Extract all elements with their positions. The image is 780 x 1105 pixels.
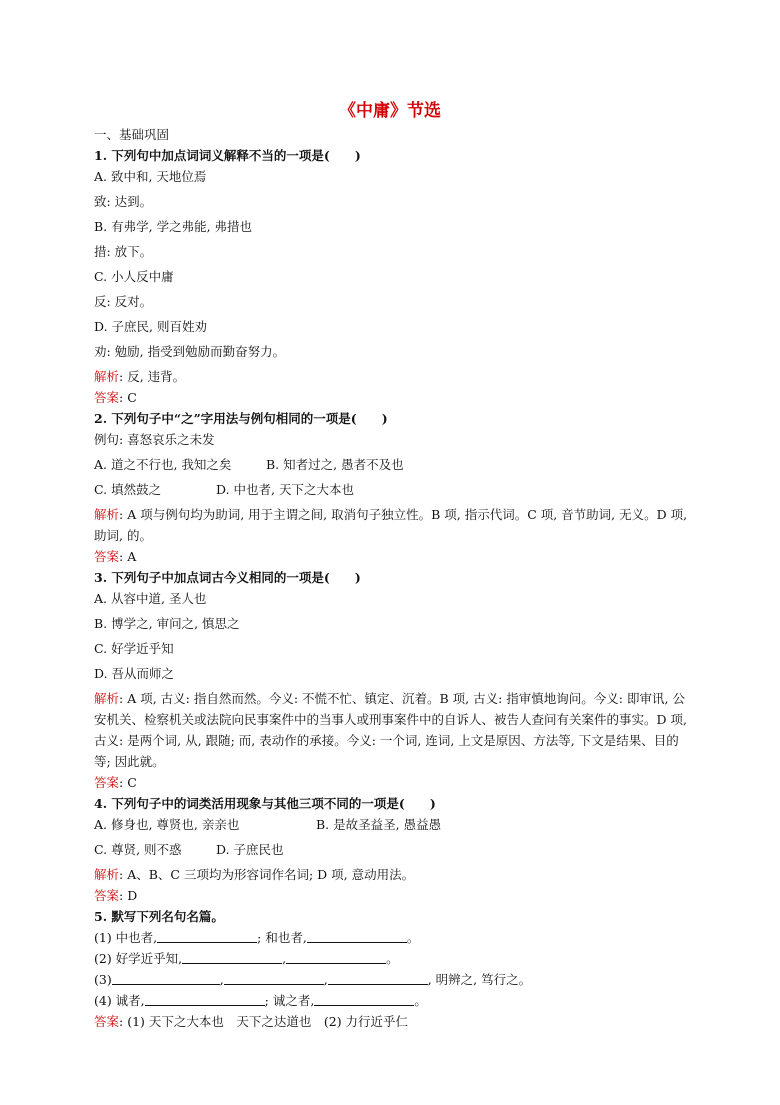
q1-option-b-note: 措: 放下。 — [94, 244, 153, 259]
analysis-text: : 反, 违背。 — [119, 369, 186, 384]
q1-analysis — [94, 366, 694, 387]
q5-l3-text-c: , — [323, 972, 328, 987]
answer-text: : (1) 天下之大本也 天下之达道也 (2) 力行近乎仁 — [119, 1014, 409, 1029]
q2-option-a: A. 道之不行也, 我知之矣 — [94, 457, 232, 472]
q2-option-c: C. 填然鼓之 — [94, 482, 162, 497]
q1-stem: 1. 下列句中加点词词义解释不当的一项是( ) — [94, 148, 361, 163]
q5-l2-text-c: 。 — [386, 951, 399, 966]
q5-stem: 5. 默写下列名句名篇。 — [94, 909, 224, 924]
q1-option-c: C. 小人反中庸 — [94, 269, 174, 284]
section-heading: 一、基础巩固 — [94, 127, 170, 142]
q2-answer — [94, 546, 694, 567]
q5-l4-text-b: ; 诚之者, — [264, 993, 315, 1008]
q4-options-cd — [94, 839, 694, 860]
analysis-label: 解析 — [94, 369, 120, 384]
answer-label: 答案 — [94, 549, 120, 564]
q4-option-c: C. 尊贤, 则不惑 — [94, 842, 182, 857]
q2-options-cd — [94, 479, 694, 500]
q4-analysis — [94, 864, 694, 885]
answer-text: : C — [119, 390, 137, 405]
fill-blank[interactable] — [145, 992, 265, 1006]
fill-blank[interactable] — [307, 929, 407, 943]
fill-blank[interactable] — [112, 971, 220, 985]
q2-stem: 2. 下列句子中“之”字用法与例句相同的一项是( ) — [94, 411, 388, 426]
page-title: 《中庸》节选 — [339, 101, 441, 121]
analysis-label: 解析 — [94, 507, 120, 522]
q1-option-a: A. 致中和, 天地位焉 — [94, 169, 207, 184]
answer-text: : A — [119, 549, 137, 564]
q3-analysis — [94, 688, 694, 772]
q5-line-3 — [94, 969, 694, 990]
q4-option-a: A. 修身也, 尊贤也, 亲亲也 — [94, 817, 240, 832]
q4-answer — [94, 885, 694, 906]
q1-option-b: B. 有弗学, 学之弗能, 弗措也 — [94, 219, 253, 234]
q2-option-b: B. 知者过之, 愚者不及也 — [266, 457, 404, 472]
answer-label: 答案 — [94, 888, 120, 903]
fill-blank[interactable] — [157, 929, 257, 943]
q5-l3-text-b: , — [219, 972, 224, 987]
q5-l1-text-a: (1) 中也者, — [94, 930, 158, 945]
fill-blank[interactable] — [224, 971, 324, 985]
q1-option-c-note: 反: 反对。 — [94, 294, 153, 309]
document-body — [94, 124, 694, 1032]
q5-l2-text-a: (2) 好学近乎知, — [94, 951, 183, 966]
q1-answer — [94, 387, 694, 408]
answer-text: : D — [119, 888, 138, 903]
q5-l1-text-b: ; 和也者, — [257, 930, 307, 945]
q5-line-2 — [94, 948, 694, 969]
q4-option-d: D. 子庶民也 — [216, 842, 284, 857]
q2-options-ab — [94, 454, 694, 475]
q1-option-a-note: 致: 达到。 — [94, 194, 153, 209]
q3-option-b: B. 博学之, 审问之, 慎思之 — [94, 616, 240, 631]
q5-answer — [94, 1011, 694, 1032]
answer-label: 答案 — [94, 390, 120, 405]
q4-stem: 4. 下列句子中的词类活用现象与其他三项不同的一项是( ) — [94, 796, 436, 811]
fill-blank[interactable] — [286, 950, 386, 964]
answer-label: 答案 — [94, 1014, 120, 1029]
q5-line-4 — [94, 990, 694, 1011]
answer-text: : C — [119, 775, 137, 790]
analysis-text: : A 项与例句均为助词, 用于主谓之间, 取消句子独立性。B 项, 指示代词。C 项, 音节助词, 无义。D 项, 助词, 的。 — [94, 507, 688, 543]
fill-blank[interactable] — [182, 950, 282, 964]
answer-label: 答案 — [94, 775, 120, 790]
fill-blank[interactable] — [328, 971, 428, 985]
q3-option-c: C. 好学近乎知 — [94, 641, 174, 656]
q1-option-d-note: 劝: 勉励, 指受到勉励而勤奋努力。 — [94, 344, 286, 359]
fill-blank[interactable] — [314, 992, 414, 1006]
q3-option-a: A. 从容中道, 圣人也 — [94, 591, 207, 606]
q3-stem: 3. 下列句子中加点词古今义相同的一项是( ) — [94, 570, 361, 585]
q3-option-d: D. 吾从而师之 — [94, 666, 175, 681]
q5-l4-text-c: 。 — [414, 993, 427, 1008]
analysis-label: 解析 — [94, 867, 120, 882]
q5-line-1 — [94, 927, 694, 948]
q5-l3-text-a: (3) — [94, 972, 112, 987]
q4-option-b: B. 是故圣益圣, 愚益愚 — [316, 817, 442, 832]
q5-l3-text-d: , 明辨之, 笃行之。 — [427, 972, 532, 987]
q2-analysis — [94, 504, 694, 546]
q2-option-d: D. 中也者, 天下之大本也 — [216, 482, 354, 497]
analysis-text: : A、B、C 三项均为形容词作名词; D 项, 意动用法。 — [119, 867, 415, 882]
analysis-text: : A 项, 古义: 指自然而然。今义: 不慌不忙、镇定、沉着。B 项, 古义: 指审慎地询问。今义: 即审讯, 公安机关、检察机关或法院向民事案件中的当事人或刑事案件中的自诉人、被告人查问有关案件的事实。D 项, 古义: 是两个词, 从, 跟随; 而, 表动作的承接。今义: 一个词, 连词, 上文是原因、方法等, 下文是结果、目的等; 因此就。 — [94, 691, 687, 769]
q1-option-d: D. 子庶民, 则百姓劝 — [94, 319, 207, 334]
q5-l4-text-a: (4) 诚者, — [94, 993, 145, 1008]
q2-example: 例句: 喜怒哀乐之未发 — [94, 432, 215, 447]
q5-l1-text-c: 。 — [406, 930, 420, 945]
q5-l2-text-b: , — [282, 951, 287, 966]
analysis-label: 解析 — [94, 691, 120, 706]
q3-answer — [94, 772, 694, 793]
q4-options-ab — [94, 814, 694, 835]
